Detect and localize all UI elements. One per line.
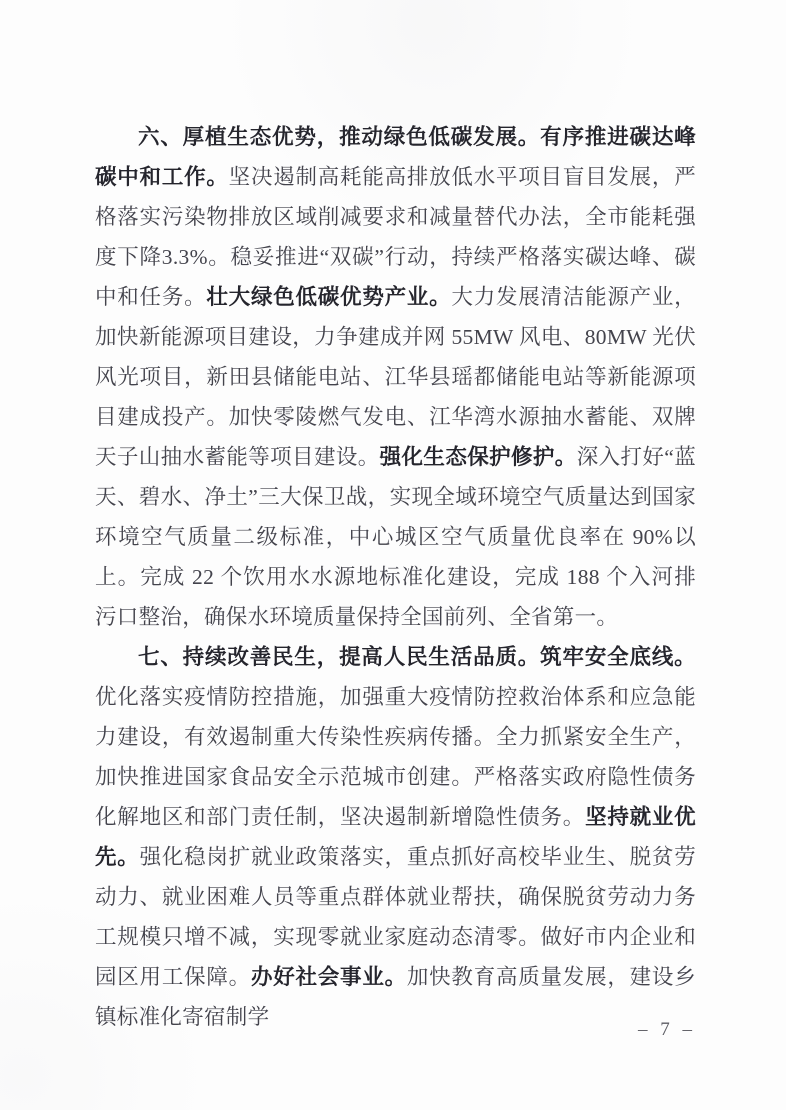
section-7-body-2: 强化稳岗扩就业政策落实，重点抓好高校毕业生、脱贫劳动力、就业困难人员等重点群体就业帮扶，确保脱贫劳动力务工规模只增不减，实现零就业家庭动态清零。做好市内企业和园区用工保障。 (95, 845, 696, 989)
section-6-heading: 六、厚植生态优势，推动绿色低碳发展。 (138, 125, 541, 149)
section-6-body-3: 深入打好“蓝天、碧水、净土”三大保卫战，实现全域环境空气质量达到国家环境空气质量二级标准，中心城区空气质量优良率在 90%以上。完成 22 个饮用水水源地标准化建设，完成 188 个入河排污口整治，确保水环境质量保持全国前列、全省第一。 (95, 445, 697, 629)
section-7-subheading-social-programs: 办好社会事业。 (250, 965, 407, 989)
section-6-body-2: 大力发展清洁能源产业，加快新能源项目建设，力争建成并网 55MW 风电、80MW 光伏风光项目，新田县储能电站、江华县瑶都储能电站等新能源项目建成投产。加快零陵燃气发电、江华湾水源抽水蓄能、双牌天子山抽水蓄能等项目建设。 (95, 285, 696, 469)
document-body (95, 117, 696, 1037)
section-7-body-1: 优化落实疫情防控措施，加强重大疫情防控救治体系和应急能力建设，有效遏制重大传染性疾病传播。全力抓紧安全生产，加快推进国家食品安全示范城市创建。严格落实政府隐性债务化解地区和部门责任制，坚决遏制新增隐性债务。 (95, 685, 696, 829)
section-6-subheading-ecological-protection: 强化生态保护修护。 (379, 445, 577, 469)
section-6-subheading-low-carbon-industry: 壮大绿色低碳优势产业。 (206, 285, 452, 309)
paragraph-section-7 (95, 637, 696, 1037)
section-7-heading: 七、持续改善民生，提高人民生活品质。 (138, 645, 541, 669)
section-7-subheading-employment-first: 坚持就业优先。 (95, 805, 696, 869)
paragraph-section-6 (95, 117, 696, 637)
section-6-body-1: 坚决遏制高耗能高排放低水平项目盲目发展，严格落实污染物排放区域削减要求和减量替代办法，全市能耗强度下降3.3%。稳妥推进“双碳”行动，持续严格落实碳达峰、碳中和任务。 (95, 165, 696, 309)
section-6-subheading-carbon-peak: 有序推进碳达峰碳中和工作。 (95, 125, 696, 189)
section-7-subheading-safety-bottom-line: 筑牢安全底线。 (540, 645, 696, 669)
section-7-body-3: 加快教育高质量发展，建设乡镇标准化寄宿制学 (95, 965, 696, 1029)
page-number: – 7 – (638, 1019, 696, 1040)
